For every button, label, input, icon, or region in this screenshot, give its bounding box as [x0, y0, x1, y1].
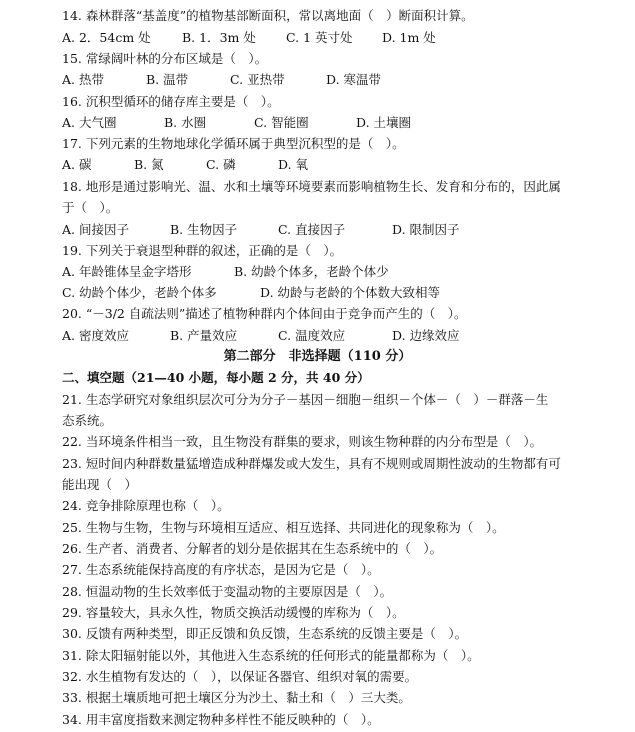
option-d: D. 1m 处: [382, 30, 436, 45]
option-a: A. 间接因子: [62, 222, 129, 237]
question-18-cont: 于（ ）。: [62, 200, 119, 215]
option-d: D. 氧: [278, 157, 309, 172]
option-d: D. 寒温带: [326, 72, 382, 87]
question-28: 28. 恒温动物的生长效率低于变温动物的主要原因是（ ）。: [62, 584, 393, 599]
option-b: B. 生物因子: [170, 222, 238, 237]
question-15: 15. 常绿阔叶林的分布区域是（ ）。: [62, 51, 268, 66]
option-a: A. 2．54cm 处: [62, 30, 151, 45]
question-29: 29. 容量较大，具永久性，物质交换活动缓慢的库称为（ ）。: [62, 605, 405, 620]
option-a: A. 密度效应: [62, 328, 129, 343]
question-34: 34. 用丰富度指数来测定物种多样性不能反映种的（ ）。: [62, 712, 380, 727]
option-c: C. 亚热带: [230, 72, 285, 87]
question-19: 19. 下列关于衰退型种群的叙述，正确的是（ ）。: [62, 243, 343, 258]
option-d: D. 限制因子: [392, 222, 460, 237]
question-32: 32. 水生植物有发达的（ ），以保证各器官、组织对氧的需要。: [62, 669, 418, 684]
question-21-cont: 态系统。: [62, 413, 113, 428]
part-2-title: 第二部分 非选择题（110 分）: [223, 349, 412, 364]
option-c: C. 1 英寸处: [286, 30, 353, 45]
question-30: 30. 反馈有两种类型，即正反馈和负反馈，生态系统的反馈主要是（ ）。: [62, 626, 468, 641]
question-25: 25. 生物与生物，生物与环境相互适应、相互选择、共同进化的现象称为（ ）。: [62, 520, 505, 535]
question-22: 22. 当环境条件相当一致，且生物没有群集的要求，则该生物种群的内分布型是（ ）。: [62, 434, 543, 449]
question-21: 21. 生态学研究对象组织层次可分为分子－基因－细胞－组织－个体－（ ）－群落－生: [62, 392, 549, 407]
option-b: B. 水圈: [164, 115, 207, 130]
option-c: C. 温度效应: [278, 328, 346, 343]
option-a: A. 大气圈: [62, 115, 117, 130]
option-b: B. 氮: [134, 157, 164, 172]
option-c: C. 智能圈: [254, 115, 309, 130]
question-26: 26. 生产者、消费者、分解者的划分是依据其在生态系统中的（ ）。: [62, 541, 443, 556]
question-23: 23. 短时间内种群数量猛增造成种群爆发或大发生，具有不规则或周期性波动的生物都有可: [62, 456, 561, 471]
question-33: 33. 根据土壤质地可把土壤区分为沙土、黏土和（ ）三大类。: [62, 690, 411, 705]
question-27: 27. 生态系统能保持高度的有序状态，是因为它是（ ）。: [62, 562, 380, 577]
question-18: 18. 地形是通过影响光、温、水和土壤等环境要素而影响植物生长、发育和分布的，因此属: [62, 179, 561, 194]
fill-in-section-title: 二、填空题（21—40 小题，每小题 2 分，共 40 分）: [62, 370, 370, 385]
option-d: D. 边缘效应: [392, 328, 460, 343]
option-c: C. 直接因子: [278, 222, 346, 237]
option-d: D. 土壤圈: [356, 115, 412, 130]
option-a: A. 热带: [62, 72, 104, 87]
question-31: 31. 除太阳辐射能以外，其他进入生态系统的任何形式的能量都称为（ ）。: [62, 648, 480, 663]
question-14: 14. 森林群落“基盖度”的植物基部断面积，常以离地面（ ）断面积计算。: [62, 8, 474, 23]
option-b: B. 1．3m 处: [182, 30, 256, 45]
option-b: B. 产量效应: [170, 328, 238, 343]
question-20: 20. “－3/2 自疏法则”描述了植物种群内个体间由于竞争而产生的（ ）。: [62, 306, 467, 321]
option-c: C. 幼龄个体少，老龄个体多: [62, 285, 217, 300]
question-23-cont: 能出现（ ）: [62, 477, 138, 492]
option-c: C. 磷: [206, 157, 236, 172]
option-b: B. 幼龄个体多，老龄个体少: [234, 264, 389, 279]
question-16: 16. 沉积型循环的储存库主要是（ ）。: [62, 94, 280, 109]
question-24: 24. 竞争排除原理也称（ ）。: [62, 498, 230, 513]
option-a: A. 年龄锥体呈金字塔形: [62, 264, 192, 279]
option-d: D. 幼龄与老龄的个体数大致相等: [260, 285, 441, 300]
question-17: 17. 下列元素的生物地球化学循环属于典型沉积型的是（ ）。: [62, 136, 405, 151]
option-b: B. 温带: [146, 72, 189, 87]
option-a: A. 碳: [62, 157, 92, 172]
